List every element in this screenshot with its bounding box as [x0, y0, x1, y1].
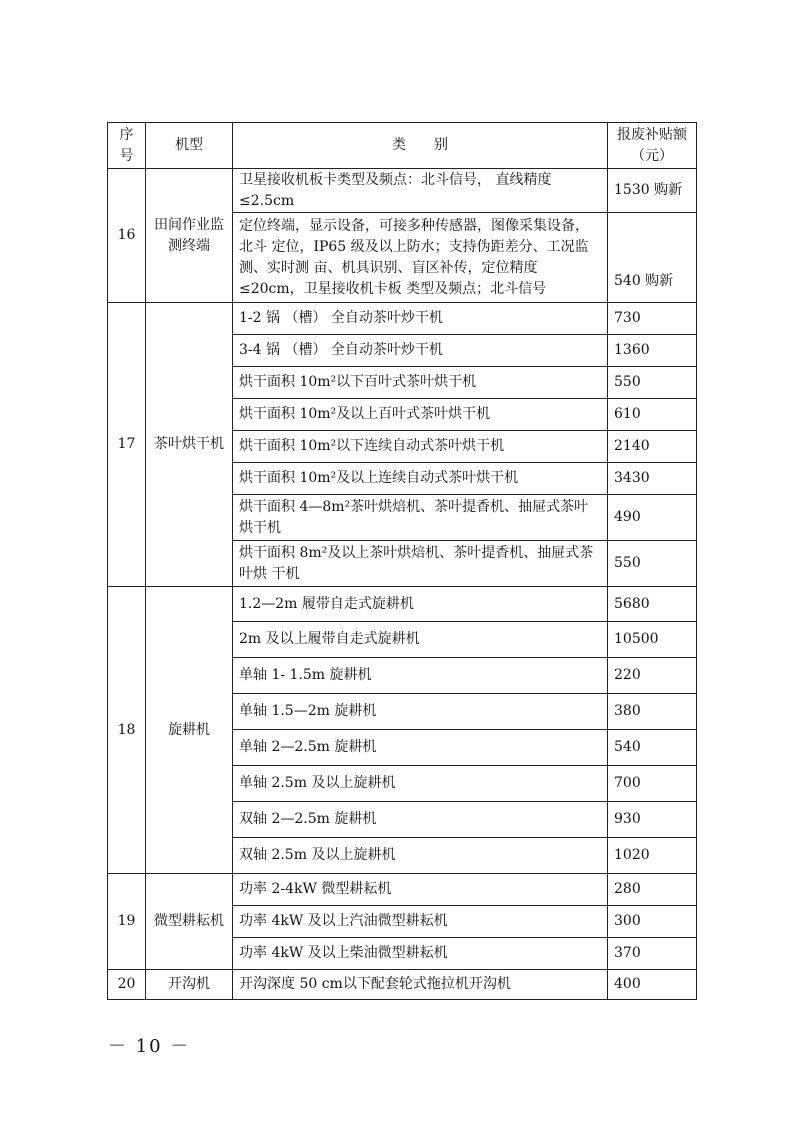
amount-cell: 380 [608, 694, 697, 730]
category-cell: 1-2 锅 （槽） 全自动茶叶炒干机 [233, 303, 608, 335]
category-cell: 双轴 2—2.5m 旋耕机 [233, 802, 608, 838]
table-header-row [108, 123, 697, 169]
amount-cell: 2140 [608, 431, 697, 463]
seq-cell: 20 [108, 970, 146, 1000]
category-cell: 单轴 1.5—2m 旋耕机 [233, 694, 608, 730]
category-cell: 烘干面积 8m²及以上茶叶烘焙机、茶叶提香机、抽屉式茶叶烘 干机 [233, 541, 608, 587]
category-cell: 单轴 1- 1.5m 旋耕机 [233, 658, 608, 694]
amount-cell: 5680 [608, 587, 697, 622]
category-cell: 功率 4kW 及以上柴油微型耕耘机 [233, 938, 608, 970]
amount-cell: 540 [608, 730, 697, 766]
amount-cell: 1020 [608, 838, 697, 874]
model-cell: 开沟机 [146, 970, 233, 1000]
amount-cell: 1530 购新 [608, 169, 697, 213]
amount-cell: 400 [608, 970, 697, 1000]
seq-cell: 19 [108, 874, 146, 970]
seq-cell: 16 [108, 169, 146, 303]
header-seq: 序号 [108, 123, 146, 169]
seq-cell: 18 [108, 587, 146, 874]
amount-cell: 550 [608, 367, 697, 399]
amount-cell: 550 [608, 541, 697, 587]
table-row [108, 874, 697, 906]
subsidy-table [107, 122, 697, 1000]
amount-cell: 370 [608, 938, 697, 970]
category-cell: 功率 4kW 及以上汽油微型耕耘机 [233, 906, 608, 938]
category-cell: 单轴 2—2.5m 旋耕机 [233, 730, 608, 766]
amount-cell: 540 购新 [608, 213, 697, 303]
amount-cell: 700 [608, 766, 697, 802]
category-cell: 烘干面积 10m²及以上百叶式茶叶烘干机 [233, 399, 608, 431]
category-cell: 定位终端，显示设备，可接多种传感器，图像采集设备，北斗 定位，IP65 级及以上防水；支持伪距差分、工况监测、实时测 亩、机具识别、盲区补传，定位精度≤20cm，卫星接收机卡板 类型及频点；北斗信号 [233, 213, 608, 303]
category-cell: 单轴 2.5m 及以上旋耕机 [233, 766, 608, 802]
category-cell: 卫星接收机板卡类型及频点：北斗信号， 直线精度≤2.5cm [233, 169, 608, 213]
model-cell: 茶叶烘干机 [146, 303, 233, 587]
header-subsidy-line2: （元） [631, 147, 673, 164]
category-cell: 1.2—2m 履带自走式旋耕机 [233, 587, 608, 622]
seq-cell: 17 [108, 303, 146, 587]
header-subsidy [608, 123, 697, 169]
header-category: 类 别 [233, 123, 608, 169]
model-cell: 旋耕机 [146, 587, 233, 874]
category-cell: 烘干面积 10m²以下连续自动式茶叶烘干机 [233, 431, 608, 463]
model-cell: 田间作业监测终端 [146, 169, 233, 303]
model-cell: 微型耕耘机 [146, 874, 233, 970]
amount-cell: 300 [608, 906, 697, 938]
amount-cell: 10500 [608, 622, 697, 658]
category-cell: 烘干面积 10m²及以上连续自动式茶叶烘干机 [233, 463, 608, 495]
header-model: 机型 [146, 123, 233, 169]
table-row [108, 970, 697, 1000]
category-cell: 2m 及以上履带自走式旋耕机 [233, 622, 608, 658]
table-row [108, 169, 697, 213]
page-number: － 10 － [108, 1036, 191, 1057]
category-cell: 功率 2-4kW 微型耕耘机 [233, 874, 608, 906]
amount-cell: 930 [608, 802, 697, 838]
category-cell: 双轴 2.5m 及以上旋耕机 [233, 838, 608, 874]
amount-cell: 490 [608, 495, 697, 541]
amount-cell: 730 [608, 303, 697, 335]
amount-cell: 1360 [608, 335, 697, 367]
header-subsidy-line1: 报废补贴额 [617, 126, 687, 143]
category-cell: 开沟深度 50 cm以下配套轮式拖拉机开沟机 [233, 970, 608, 1000]
amount-cell: 3430 [608, 463, 697, 495]
category-cell: 3-4 锅 （槽） 全自动茶叶炒干机 [233, 335, 608, 367]
amount-cell: 610 [608, 399, 697, 431]
table-row [108, 303, 697, 335]
category-cell: 烘干面积 10m²以下百叶式茶叶烘干机 [233, 367, 608, 399]
category-cell: 烘干面积 4—8m²茶叶烘焙机、茶叶提香机、抽屉式茶叶烘干机 [233, 495, 608, 541]
amount-cell: 280 [608, 874, 697, 906]
table-row [108, 587, 697, 622]
amount-cell: 220 [608, 658, 697, 694]
